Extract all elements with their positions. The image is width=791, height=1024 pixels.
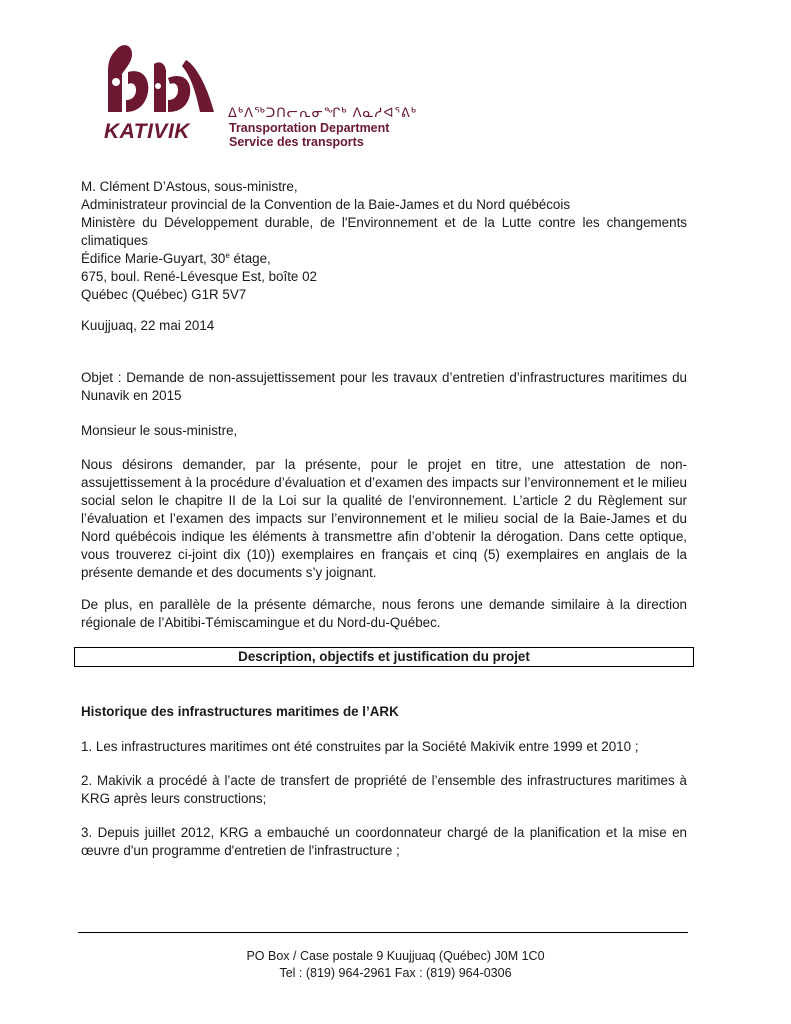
list-item: 1. Les infrastructures maritimes ont été construites par la Société Makivik entre 1999 et 2010 ; <box>81 739 639 754</box>
recipient-building <box>81 250 687 268</box>
list-item: 2. Makivik a procédé à l’acte de transfert de propriété de l’ensemble des infrastructures maritimes à KRG après leurs constructions; <box>81 773 687 806</box>
section-title-box: Description, objectifs et justification du projet <box>74 647 694 667</box>
body-paragraph-1: Nous désirons demander, par la présente, pour le projet en titre, une attestation de non-assujettissement à la procédure d’évaluation et d’examen des impacts sur l’environnement et le milieu social selon le chapitre II de la Loi sur la qualité de l’environnement. L’article 2 du Règlement sur l’évaluation et l’examen des impacts sur l’environnement et le milieu social de la Baie-James et du Nord québécois indique les éléments à transmettre afin d’obtenir la dérogation. Dans cette optique, vous trouverez ci-joint dix (10)) exemplaires en français et cinq (5) exemplaires en anglais de la présente demande et des documents s’y joignant. <box>81 457 687 580</box>
footer-divider <box>78 932 688 933</box>
letter-subject: Objet : Demande de non-assujettissement pour les travaux d’entretien d’infrastructures maritimes du Nunavik en 2015 <box>81 370 687 403</box>
recipient-title: Administrateur provincial de la Convention de la Baie-James et du Nord québécois <box>81 197 571 212</box>
salutation: Monsieur le sous-ministre, <box>81 423 238 438</box>
recipient-address <box>81 178 687 304</box>
recipient-ministry: Ministère du Développement durable, de l'Environnement et de la Lutte contre les changements climatiques <box>81 215 687 248</box>
department-name-fr: Service des transports <box>229 135 364 149</box>
footer-phone: Tel : (819) 964-2961 Fax : (819) 964-0306 <box>279 966 512 980</box>
department-syllabics: ᐃᒃᐱᖅᑐᑎᓕᕆᓂᖏᒃ ᐱᓇᓱᐊᕐᕕᒃ <box>228 106 418 121</box>
list-item: 3. Depuis juillet 2012, KRG a embauché un coordonnateur chargé de la planification et la mise en œuvre d'un programme d'entretien de l'infrastructure ; <box>81 825 687 858</box>
recipient-name: M. Clément D’Astous, sous-ministre, <box>81 179 298 194</box>
footer-address: PO Box / Case postale 9 Kuujjuaq (Québec) J0M 1C0 <box>246 949 545 963</box>
body-paragraph-2: De plus, en parallèle de la présente démarche, nous ferons une demande similaire à la direction régionale de l’Abitibi-Témiscamingue et du Nord-du-Québec. <box>81 597 687 630</box>
department-name-en: Transportation Department <box>229 121 390 135</box>
letter-date: Kuujjuaq, 22 mai 2014 <box>81 318 215 333</box>
history-heading: Historique des infrastructures maritimes de l’ARK <box>81 704 399 719</box>
building-name: Édifice Marie-Guyart, 30 <box>81 251 226 266</box>
floor-label: étage, <box>229 251 271 266</box>
recipient-city: Québec (Québec) G1R 5V7 <box>81 287 247 302</box>
brand-wordmark: KATIVIK <box>104 120 190 143</box>
recipient-street: 675, boul. René-Lévesque Est, boîte 02 <box>81 269 317 284</box>
floor-superscript: e <box>225 251 230 260</box>
